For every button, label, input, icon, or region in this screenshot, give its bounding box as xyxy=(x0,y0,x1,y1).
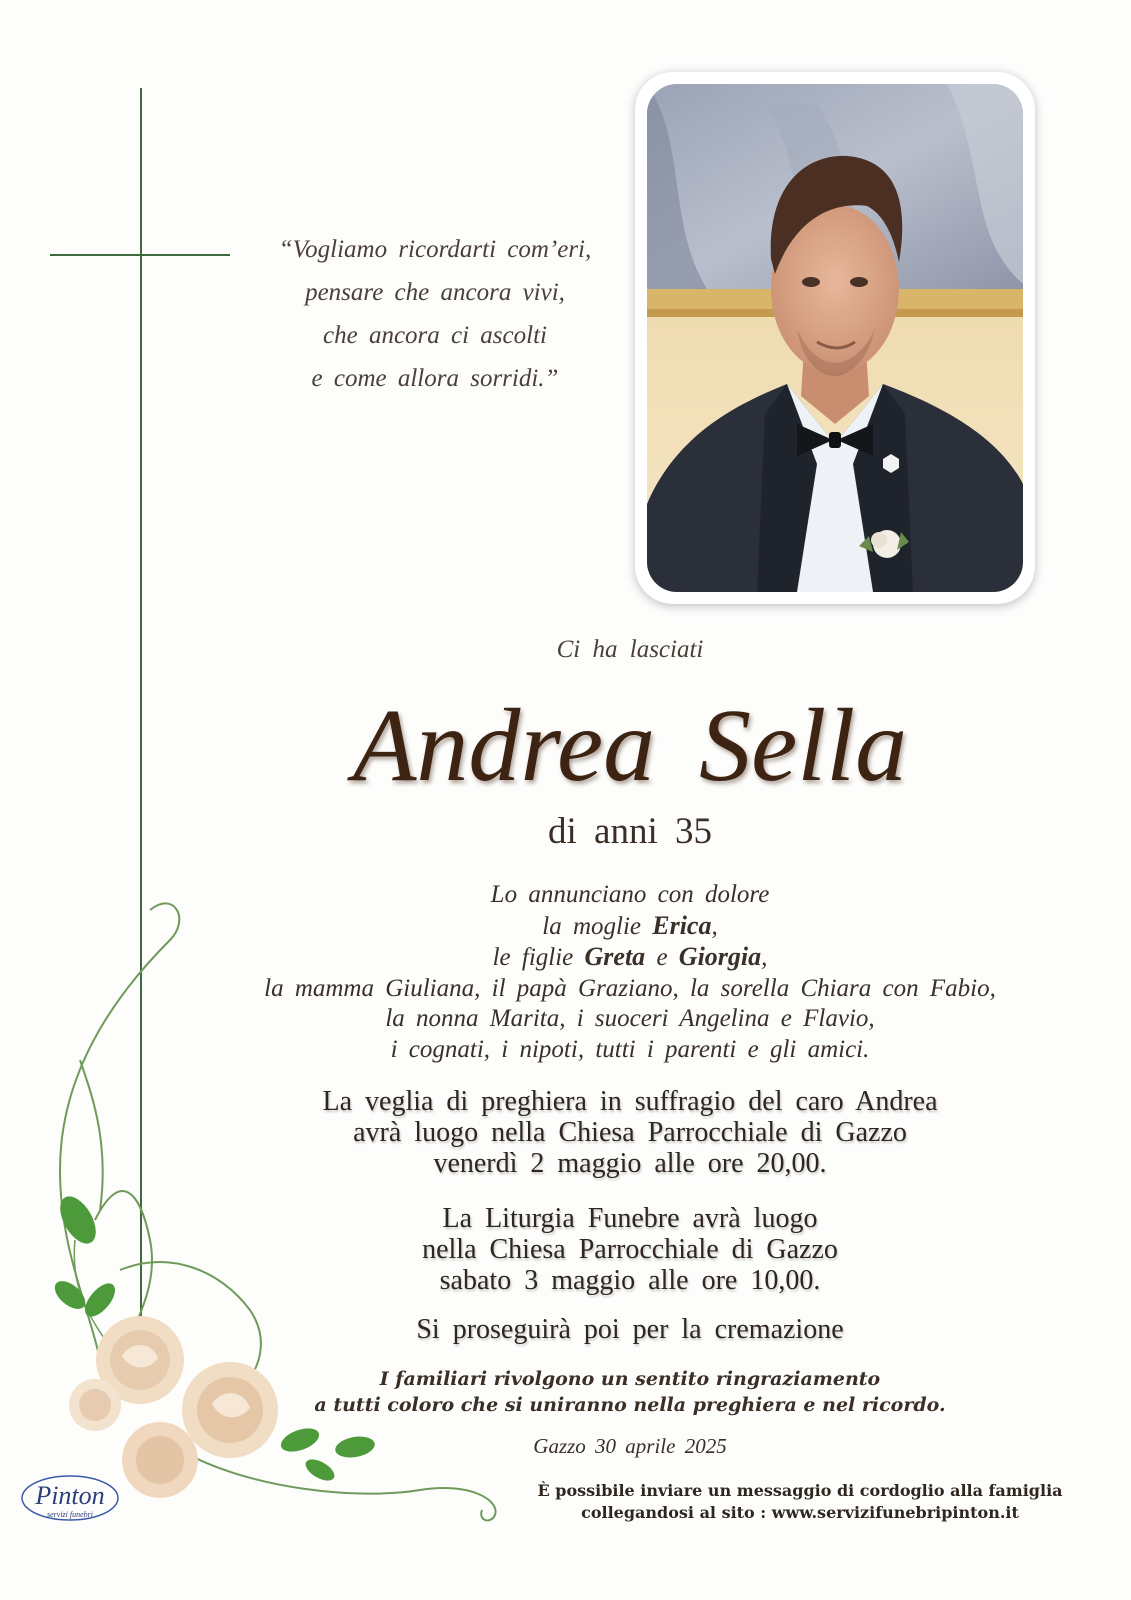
logo-brand-text: Pinton xyxy=(35,1481,105,1510)
condolence-contact xyxy=(480,1480,1120,1524)
funeral-line: sabato 3 maggio alle ore 10,00. xyxy=(439,1265,821,1296)
wife-prefix: la moglie xyxy=(542,912,653,940)
rose-flourish-decoration xyxy=(0,890,520,1530)
wife-suffix: , xyxy=(711,912,718,940)
quote-line: “Vogliamo ricordarti com’eri, xyxy=(278,236,592,263)
contact-website-line[interactable]: collegandosi al sito : www.servizifunebripinton.it xyxy=(581,1503,1019,1522)
funeral-line: nella Chiesa Parrocchiale di Gazzo xyxy=(422,1234,838,1265)
cross-horizontal-bar xyxy=(50,254,230,256)
place-date: Gazzo 30 aprile 2025 xyxy=(533,1434,727,1458)
contact-line: È possibile inviare un messaggio di cordoglio alla famiglia xyxy=(537,1481,1063,1500)
quote-line: e come allora sorridi.” xyxy=(311,365,559,392)
wife-name: Erica xyxy=(652,910,712,940)
daughters-prefix: le figlie xyxy=(492,944,585,971)
vigil-line: La veglia di preghiera in suffragio del caro Andrea xyxy=(322,1086,938,1117)
announcement-line: i cognati, i nipoti, tutti i parenti e gli amici. xyxy=(390,1035,870,1063)
vigil-line: avrà luogo nella Chiesa Parrocchiale di Gazzo xyxy=(353,1117,907,1148)
memorial-quote xyxy=(250,228,620,400)
vigil-line: venerdì 2 maggio alle ore 20,00. xyxy=(433,1148,827,1179)
quote-line: pensare che ancora vivi, xyxy=(305,279,565,306)
announcement-line: Lo annunciano con dolore xyxy=(490,881,770,908)
daughters-suffix: , xyxy=(761,944,768,971)
announcement-line: la mamma Giuliana, il papà Graziano, la sorella Chiara con Fabio, xyxy=(264,974,996,1002)
funeral-line: La Liturgia Funebre avrà luogo xyxy=(442,1203,818,1234)
daughter-name: Giorgia xyxy=(678,942,762,971)
portrait-frame xyxy=(635,72,1035,604)
thanks-line: I familiari rivolgono un sentito ringraziamento xyxy=(379,1368,881,1390)
deceased-age: di anni 35 xyxy=(548,811,712,852)
intro-text: Ci ha lasciati xyxy=(556,636,704,663)
daughters-join: e xyxy=(645,944,679,971)
daughter-name: Greta xyxy=(584,942,646,971)
cremation-info: Si proseguirà poi per la cremazione xyxy=(416,1314,844,1345)
funeral-home-logo xyxy=(18,1470,122,1528)
quote-line: che ancora ci ascolti xyxy=(323,322,547,349)
logo-tagline-text: servizi funebri xyxy=(47,1510,93,1519)
portrait-photo xyxy=(647,84,1023,592)
thanks-line: a tutti coloro che si uniranno nella preghiera e nel ricordo. xyxy=(314,1394,946,1416)
announcement-line: la nonna Marita, i suoceri Angelina e Flavio, xyxy=(385,1005,875,1032)
deceased-name: Andrea Sella xyxy=(352,688,908,803)
